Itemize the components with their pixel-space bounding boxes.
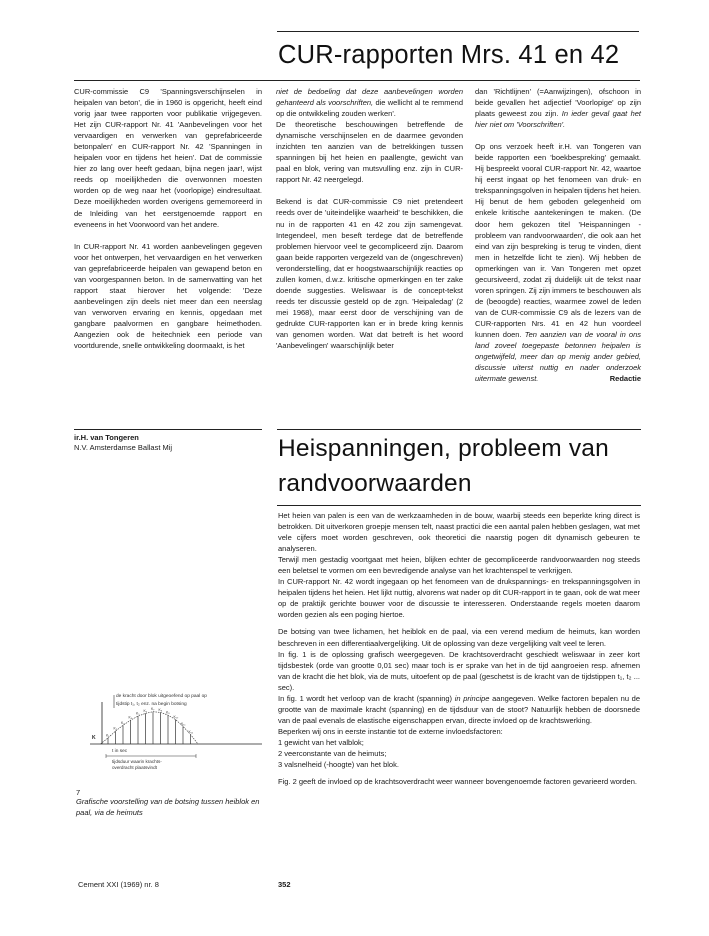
article-rule [277, 505, 641, 506]
plain-text: Het heien van palen is een van de werkzaamheden in de bouw, waarbij steeds een beperkte kring direct is betrokken. Dit uitverkoren groepje mensen telt, naast practici die een aantal palen hebben geslagen, wat met vele cijfers moet worden geschreven, ook theoretici die naarstig pogen dit dynamisch gebeuren te analyseren. [278, 511, 640, 554]
article-body [278, 510, 640, 787]
article-paragraph: Fig. 2 geeft de invloed op de krachtsoverdracht weer wanneer bovengenoemde factoren gevarieerd worden. [278, 777, 637, 787]
force-bar-label: K₁₁ [181, 721, 186, 726]
force-bar-label: K₆ [143, 708, 148, 713]
italic-text: in principe [454, 693, 490, 703]
plain-text: In fig. 1 is de oplossing grafisch weergegeven. De krachtsoverdracht geschiedt weliswaar in zeer kort tijdsbestek (orde van grootte 0,01 sec) maar toch is er sprake van het in de tijd aangroeien resp. afnemen van de kracht die het blok, via de muts, uitoefent op de paal (geschetst is de kracht van de tijdstippen t₁, t₂ ... sec). [278, 649, 640, 692]
article-title-line: Heispanningen, probleem van [278, 435, 609, 462]
figure-7-graph [76, 692, 270, 772]
force-bar-label: K₇ [151, 707, 155, 712]
article-rule-top [277, 429, 641, 430]
plain-text: die wellicht al te remmend op die ontwikkeling zouden werken'. [276, 98, 463, 119]
list-item: 1 gewicht van het valblok; [278, 737, 364, 747]
force-bar-label: K₂ [113, 726, 118, 731]
editorial-paragraph: CUR-commissie C9 'Spanningsverschijnselen in heipalen van beton', die in 1960 is opgericht, heeft eind vorig jaar twee rapporten voor publikatie vrijgegeven. Het zijn CUR-rapport Nr. 41 'Aanbevelingen voor het vervaardigen en verwerken van geprefabriceerde betonpalen' en CUR-rapport Nr. 42 'Spanningen in heipalen voor en tijdens het heien'. Dat de commissie hier zo lang over heeft gedaan, bijna negen jaar!, wijst reeds op moeilijkheden die overwonnen moesten worden op de weg naar het (voorlopige) eindresultaat. Deze moeilijkheden worden overigens gememoreerd in de Inleiding van het eerstgenoemde rapport en eveneens in het Voorwoord van het andere. [74, 87, 262, 229]
editorial-title: CUR-rapporten Mrs. 41 en 42 [278, 41, 620, 69]
author-name: ir.H. van Tongeren [74, 433, 139, 442]
article-title [278, 431, 609, 501]
duration-label: overdracht plaatsvindt [112, 765, 157, 770]
editorial-column-2 [276, 86, 463, 351]
italic-text: Ten aanzien van de vooral in ons land zoveel toegepaste betonnen heipalen is ongetwijfeld, meer dan op menig ander gebied, discussie uiterst nuttig en nader onderzoek uitermate gewenst. [475, 329, 641, 384]
editorial-paragraph: In CUR-rapport Nr. 41 worden aanbevelingen gegeven voor het ontwerpen, het vervaardigen en het verwerken van geprefabriceerde heipalen van gewapend beton en van voorgespannen beton. In de samenvatting van het rapport staat hierover het volgende: 'Deze aanbevelingen zijn deels niet meer dan een neerslag van verworven ervaring en kennis, opgedaan met gangbare paalvormen en gangbare heimethoden. Aangezien ook de heitechniek een periode van voortdurende, snelle ontwikkeling doormaakt, is het [74, 241, 262, 351]
plain-text: In CUR-rapport Nr. 42 wordt ingegaan op het fenomeen van de drukspannings- en trekspanningsgolven in heipalen tijdens het heien. Het lijkt nuttig, alvorens wat nader op dit CUR-rapport in te gaan, ook de wat meer op de praktijk gerichte bouwer voor de discussie te interesseren. Onderstaande regels moeten daarom worden gezien als een poging hiertoe. [278, 577, 640, 620]
journal-reference: Cement XXI (1969) nr. 8 [78, 880, 159, 889]
article-title-line: randvoorwaarden [278, 470, 472, 497]
list-item: 3 valsnelheid (-hoogte) van het blok. [278, 760, 399, 770]
plain-text: aangegeven. Welke factoren bepalen nu de grootte van de maximale kracht (spanning) en de tijdsduur van de stoot? Natuurlijk hebben de doorsnede van de paal evenals de elastische eigenschappen ervan, directe invloed op de krachtswerking. [278, 693, 640, 725]
author-rule [74, 429, 262, 430]
figure-caption: Grafische voorstelling van de botsing tussen heiblok en paal, via de heimuts [76, 797, 260, 817]
force-bar-label: K₄ [128, 715, 133, 720]
x-axis-label: t in sec [112, 749, 128, 754]
plain-text: De theoretische beschouwingen betreffende de dynamische verschijnselen en de daarmee gevonden inzichten ten aanzien van de betrekkingen tussen spanningen bij het heien en paallengte, gewicht van paal en blok, vering van mutsvulling enz. zijn in CUR-rapport Nr. 42 neergelegd. [276, 120, 463, 185]
article-paragraph [278, 626, 640, 770]
y-axis-label: K [92, 735, 96, 741]
force-bar-label: K₅ [136, 711, 140, 716]
figure-bars [106, 707, 194, 744]
plain-text: Terwijl men gestadig voortgaat met heien, blijken echter de gecompliceerde randvoorwaarden nog steeds een beletsel te vormen om een bevredigende analyse van het krachtenspel te verkrijgen. [278, 555, 640, 576]
italic-text: In ieder geval gaat het hier niet om 'Voorschriften'. [475, 109, 641, 130]
force-bar-label: K₁₂ [188, 729, 194, 734]
editorial-rule [74, 80, 640, 81]
editorial-column-1 [74, 86, 262, 351]
editorial-paragraph [475, 141, 641, 384]
plain-text: dan 'Richtlijnen' (=Aanwijzingen), ofschoon in beide gevallen het adjectief 'Voorlopige' op zijn plaats geweest zou zijn. [475, 87, 641, 119]
force-bar-label: K₉ [166, 710, 170, 715]
figure-label: tijdstip t₁, t₂ enz. na begin botsing [116, 702, 187, 707]
editorial-column-3 [475, 86, 641, 384]
duration-label: tijdsduur waarin krachts- [112, 759, 162, 764]
force-bar-label: K₈ [158, 707, 163, 712]
author-affiliation: N.V. Amsterdamse Ballast Mij [74, 443, 173, 452]
editorial-paragraph: Bekend is dat CUR-commissie C9 niet pretendeert reeds over de 'uiteindelijke waarheid' te beschikken, die nu in de rapporten 41 en 42 zou zijn samengevat. Integendeel, men beseft terdege dat de betreffende problemen hiervoor veel te gecompliceerd zijn. Daarom gaan beide rapporten vergezeld van de (ongeschreven) veronderstelling, dat er hoogstwaarschijnlijk reacties op zullen komen, d.w.z. kritische opmerkingen en ter zake doende suggesties. Weliswaar is de concept-tekst reeds ter discussie gesteld op de zgn. 'Heipaledag' (2 mei 1968), maar eerst door de verschijning van de gedrukte CUR-rapporten kan er in brede kring kennis van genomen worden. Wat dat betreft is het woord 'Aanbevelingen' waarschijnlijk beter [276, 197, 463, 351]
italic-text: niet de bedoeling dat deze aanbevelingen worden gehanteerd als voorschriften, [276, 87, 463, 108]
title-rule-top [277, 31, 639, 32]
editorial-signature: Redactie [609, 374, 641, 384]
article-paragraph [278, 510, 640, 620]
plain-text: In fig. 1 wordt het verloop van de kracht (spanning) [278, 693, 455, 703]
plain-text: De botsing van twee lichamen, het heiblok en de paal, via een verend medium de heimuts, kan worden beschreven in een differentiaalvergelijking. Uit de oplossing van deze vergelijking valt veel te leren. [278, 627, 640, 648]
page-number: 352 [278, 880, 291, 889]
figure-number: 7 [76, 788, 81, 797]
list-item: 2 veerconstante van de heimuts; [278, 748, 387, 758]
force-bar-label: K₃ [121, 720, 125, 725]
plain-text: Op ons verzoek heeft ir.H. van Tongeren van beide rapporten een 'boekbespreking' gemaakt. Hij bespreekt vooral CUR-rapport Nr. 42, waartoe hij eerst ingaat op het fenomeen van druk- en trekspanningsgolven in heipalen tijdens het heien. Hij benut de hem geboden gelegenheid om enkele kritische aantekeningen te maken. (De door hem gekozen titel 'Heispanningen - probleem van randvoorwaarden', die ook aan het eind van zijn bespreking is terug te vinden, dient men in hetzelfde licht te zien). Wij hebben de opmerkingen van ir. Van Tongeren met opzet gecursiveerd, zodat zij duidelijk uit de tekst naar voren springen. Zij zijn immers te beschouwen als de (beoogde) reacties, waarmee zowel de leden van de CUR-commissie C9 als de lezers van de CUR-rapporten Nrs. 41 en 42 hun voordeel kunnen doen. [475, 142, 641, 339]
editorial-paragraph [276, 86, 463, 185]
figure-label: de kracht door blok uitgeoefend op paal op [116, 694, 207, 699]
force-bar-label: K₁₀ [173, 715, 179, 720]
force-bar-label: K₁ [106, 733, 110, 738]
plain-text: Beperken wij ons in eerste instantie tot de externe invloedsfactoren: [278, 726, 503, 736]
editorial-paragraph [475, 86, 641, 130]
